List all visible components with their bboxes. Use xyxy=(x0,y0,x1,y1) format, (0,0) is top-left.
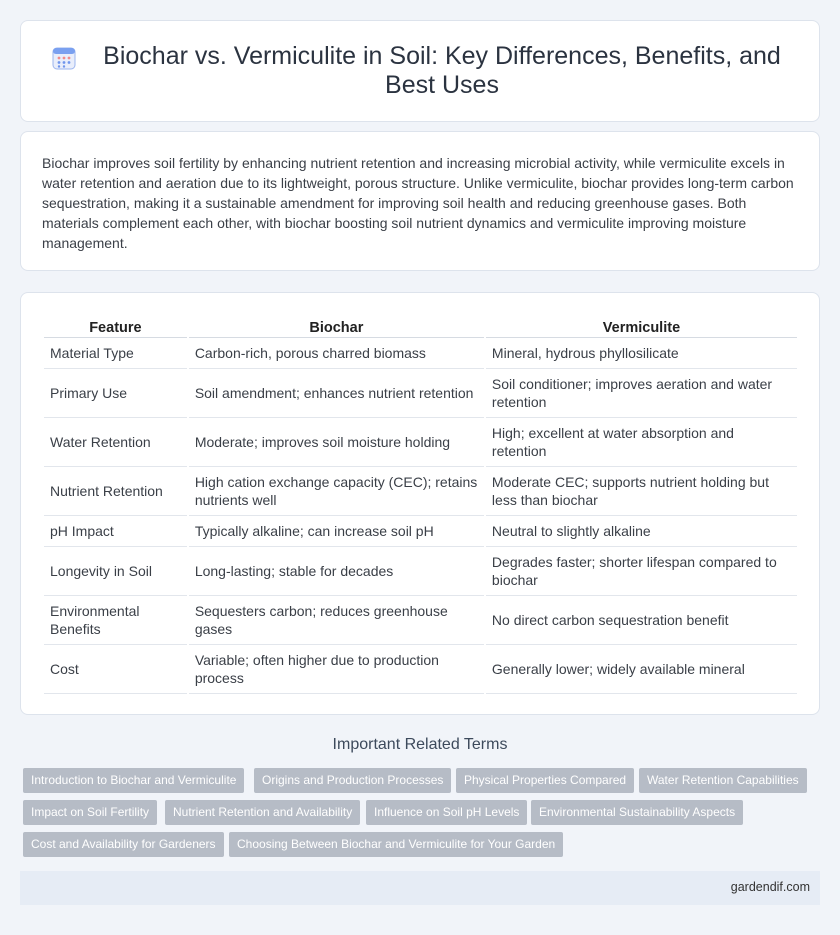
table-row xyxy=(44,596,797,645)
comparison-table xyxy=(42,314,799,694)
table-row xyxy=(44,418,797,467)
table-row xyxy=(44,338,797,369)
biochar-cell: High cation exchange capacity (CEC); retains nutrients well xyxy=(189,467,484,516)
feature-cell: Material Type xyxy=(44,338,187,369)
related-tag[interactable]: Physical Properties Compared xyxy=(456,768,634,793)
related-tag[interactable]: Environmental Sustainability Aspects xyxy=(531,800,743,825)
vermiculite-cell: Degrades faster; shorter lifespan compared to biochar xyxy=(486,547,797,596)
vermiculite-cell: No direct carbon sequestration benefit xyxy=(486,596,797,645)
table-header-row xyxy=(44,314,797,338)
table-row xyxy=(44,467,797,516)
related-tag[interactable]: Choosing Between Biochar and Vermiculite for Your Garden xyxy=(229,832,563,857)
related-tag[interactable]: Introduction to Biochar and Vermiculite xyxy=(23,768,244,793)
header-biochar: Biochar xyxy=(189,314,484,338)
feature-cell: pH Impact xyxy=(44,516,187,547)
vermiculite-cell: Neutral to slightly alkaline xyxy=(486,516,797,547)
related-tag[interactable]: Cost and Availability for Gardeners xyxy=(23,832,224,857)
table-row xyxy=(44,547,797,596)
table-row xyxy=(44,369,797,418)
biochar-cell: Carbon-rich, porous charred biomass xyxy=(189,338,484,369)
related-tag[interactable]: Water Retention Capabilities xyxy=(639,768,807,793)
page-title: Biochar vs. Vermiculite in Soil: Key Differences, Benefits, and Best Uses xyxy=(103,42,781,99)
related-terms-title: Important Related Terms xyxy=(332,736,508,753)
summary-paragraph: Biochar improves soil fertility by enhancing nutrient retention and increasing microbial activity, while vermiculite excels in water retention and aeration due to its lightweight, porous structure. Unlike vermiculite, biochar provides long-term carbon sequestration, making it a sustainable amendment for improving soil health and reducing greenhouse gases. Both materials complement each other, with biochar boosting soil nutrient dynamics and vermiculite improving moisture management. xyxy=(42,155,794,251)
feature-cell: Environmental Benefits xyxy=(44,596,187,645)
feature-cell: Longevity in Soil xyxy=(44,547,187,596)
vermiculite-cell: Moderate CEC; supports nutrient holding but less than biochar xyxy=(486,467,797,516)
feature-cell: Water Retention xyxy=(44,418,187,467)
table-row xyxy=(44,645,797,694)
header-feature: Feature xyxy=(44,314,187,338)
vermiculite-cell: Generally lower; widely available mineral xyxy=(486,645,797,694)
summary-card xyxy=(20,131,820,271)
biochar-cell: Soil amendment; enhances nutrient retention xyxy=(189,369,484,418)
header-card xyxy=(20,20,820,122)
biochar-cell: Variable; often higher due to production process xyxy=(189,645,484,694)
footer-site-link[interactable]: gardendif.com xyxy=(730,880,810,894)
biochar-cell: Sequesters carbon; reduces greenhouse gases xyxy=(189,596,484,645)
biochar-cell: Long-lasting; stable for decades xyxy=(189,547,484,596)
feature-cell: Primary Use xyxy=(44,369,187,418)
biochar-cell: Moderate; improves soil moisture holding xyxy=(189,418,484,467)
related-tag[interactable]: Origins and Production Processes xyxy=(254,768,451,793)
feature-cell: Nutrient Retention xyxy=(44,467,187,516)
comparison-table-card xyxy=(20,292,820,715)
vermiculite-cell: Soil conditioner; improves aeration and water retention xyxy=(486,369,797,418)
footer xyxy=(20,871,820,905)
vermiculite-cell: Mineral, hydrous phyllosilicate xyxy=(486,338,797,369)
feature-cell: Cost xyxy=(44,645,187,694)
related-tag[interactable]: Impact on Soil Fertility xyxy=(23,800,157,825)
related-tag[interactable]: Influence on Soil pH Levels xyxy=(366,800,527,825)
vermiculite-cell: High; excellent at water absorption and retention xyxy=(486,418,797,467)
header-vermiculite: Vermiculite xyxy=(486,314,797,338)
related-tag[interactable]: Nutrient Retention and Availability xyxy=(165,800,360,825)
biochar-cell: Typically alkaline; can increase soil pH xyxy=(189,516,484,547)
table-row xyxy=(44,516,797,547)
